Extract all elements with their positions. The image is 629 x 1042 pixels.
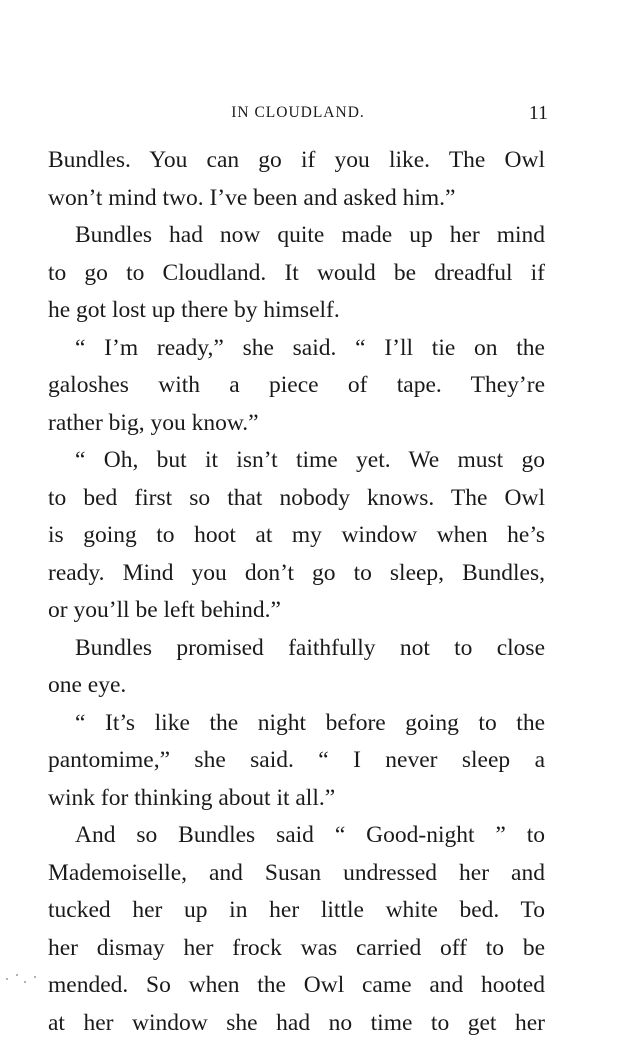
text-line: “ It’s like the night before going to the [48,705,545,743]
text-line: rather big, you know.” [48,405,545,443]
running-head [48,101,548,125]
running-title: IN CLOUDLAND. [48,101,548,125]
text-line: “ Oh, but it isn’t time yet. We must go [48,442,545,480]
text-line: at her window she had no time to get her [48,1005,545,1042]
text-line: pantomime,” she said. “ I never sleep a [48,742,545,780]
page-number: 11 [529,101,548,125]
text-line: tucked her up in her little white bed. To [48,892,545,930]
text-line: won’t mind two. I’ve been and asked him.” [48,180,545,218]
text-line: Bundles had now quite made up her mind [48,217,545,255]
text-line: or you’ll be left behind.” [48,592,545,630]
text-line: to bed first so that nobody knows. The Owl [48,480,545,518]
body-text [48,142,545,1042]
text-line: her dismay her frock was carried off to be [48,930,545,968]
text-line: to go to Cloudland. It would be dreadful if [48,255,545,293]
text-line: Mademoiselle, and Susan undressed her and [48,855,545,893]
print-specks [4,972,44,986]
text-line: is going to hoot at my window when he’s [48,517,545,555]
text-line: Bundles promised faithfully not to close [48,630,545,668]
text-line: galoshes with a piece of tape. They’re [48,367,545,405]
text-line: wink for thinking about it all.” [48,780,545,818]
text-line: mended. So when the Owl came and hooted [48,967,545,1005]
text-line: “ I’m ready,” she said. “ I’ll tie on the [48,330,545,368]
text-line: he got lost up there by himself. [48,292,545,330]
text-line: And so Bundles said “ Good-night ” to [48,817,545,855]
text-line: one eye. [48,667,545,705]
text-line: Bundles. You can go if you like. The Owl [48,142,545,180]
text-line: ready. Mind you don’t go to sleep, Bundles, [48,555,545,593]
